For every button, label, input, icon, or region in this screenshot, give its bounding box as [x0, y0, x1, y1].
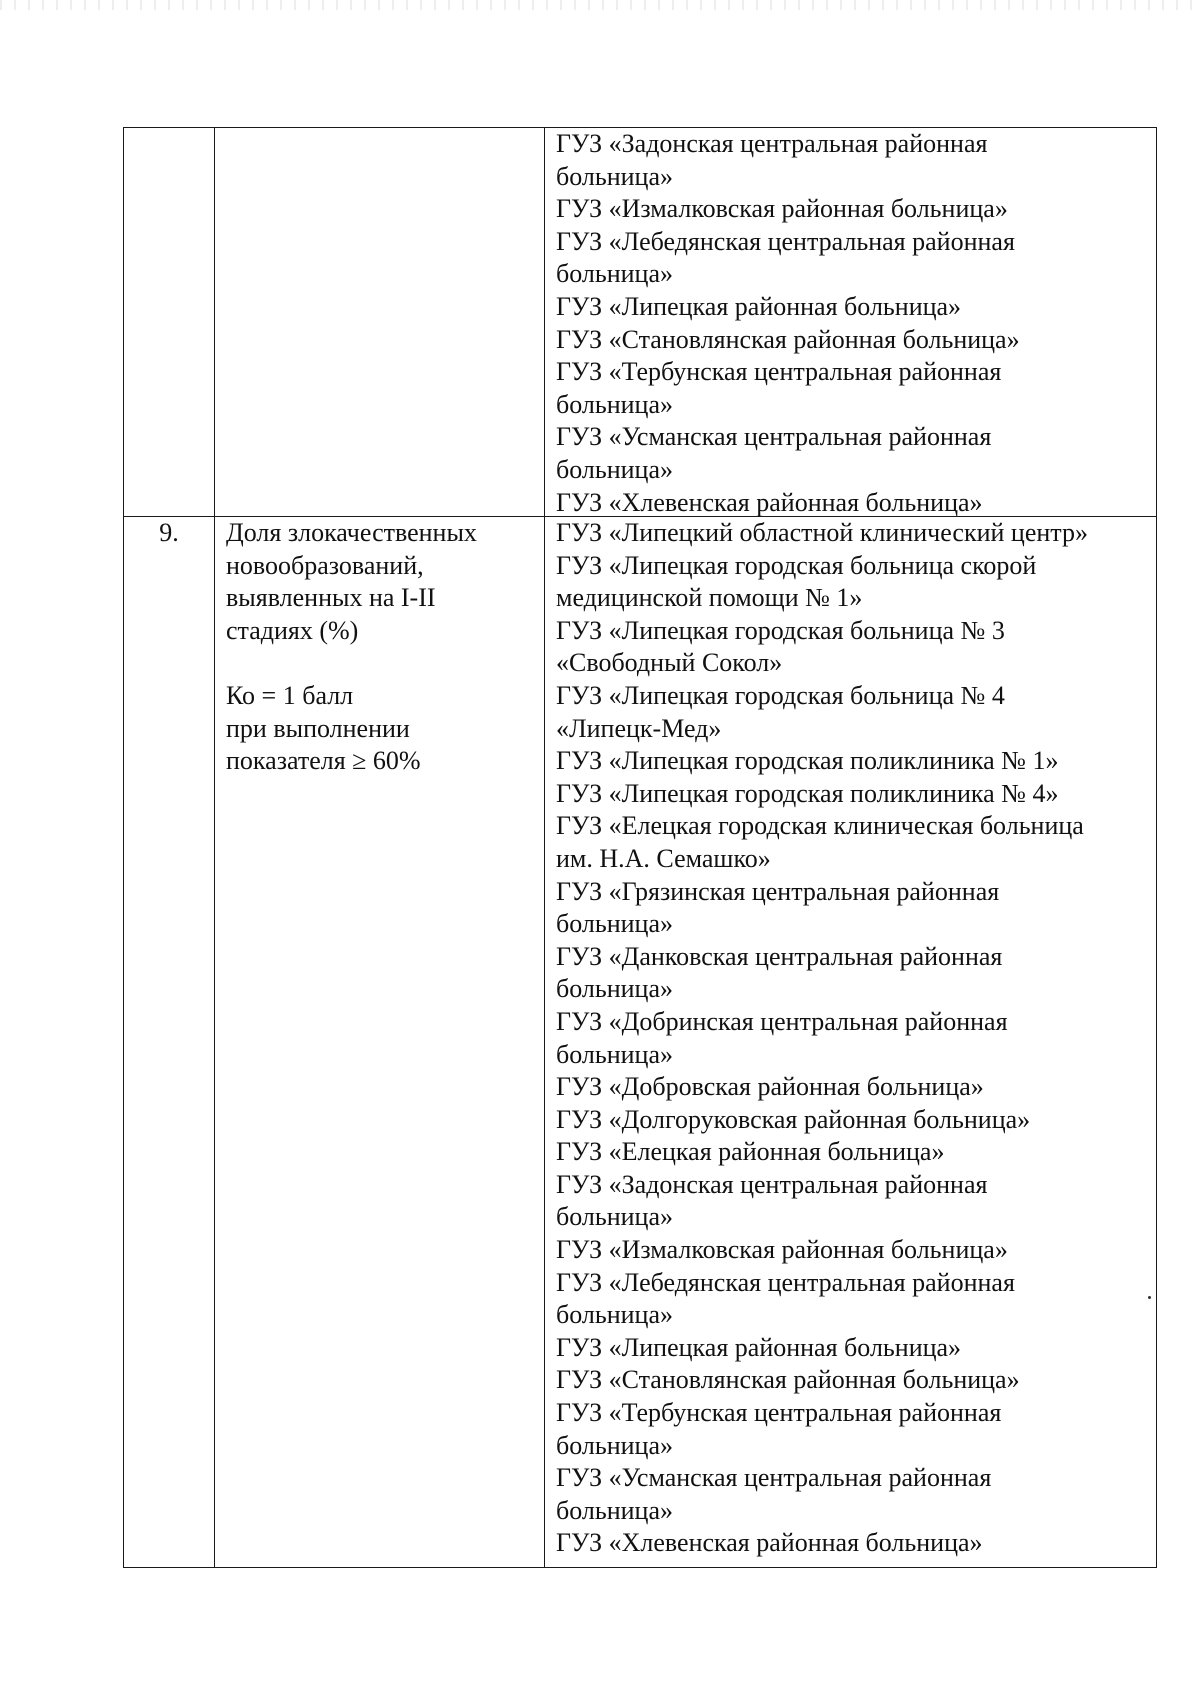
organization-line: ГУЗ «Липецкая городская больница скорой [556, 550, 1037, 580]
indicator-description [226, 517, 538, 778]
column-divider-1 [214, 128, 215, 516]
organization-line: ГУЗ «Липецкий областной клинический центр» [556, 518, 1088, 547]
organization-line: медицинской помощи № 1» [556, 583, 863, 613]
organization-line: «Липецк-Мед» [556, 713, 722, 743]
organization-line: больница» [556, 1202, 673, 1232]
column-divider-1 [214, 517, 215, 1567]
scan-speck [1148, 1296, 1151, 1299]
organization-line: больница» [556, 1300, 673, 1330]
organization-line: ГУЗ «Липецкая районная больница» [556, 291, 962, 321]
organization-line: больница» [556, 454, 673, 484]
organization-line: больница» [556, 1495, 673, 1525]
indicator-line: стадиях (%) [226, 615, 359, 645]
table-continuation-block [123, 127, 1157, 517]
column-divider-2 [544, 517, 545, 1567]
indicator-spacer [226, 647, 538, 680]
organization-line: ГУЗ «Липецкая городская больница № 3 [556, 615, 1005, 645]
organization-line: больница» [556, 1039, 673, 1069]
organization-line: ГУЗ «Лебедянская центральная районная [556, 1267, 1015, 1297]
organization-line: ГУЗ «Хлевенская районная больница» [556, 1528, 983, 1558]
organization-line: больница» [556, 389, 673, 419]
organization-line: ГУЗ «Измалковская районная больница» [556, 194, 1008, 224]
indicator-line: новообразований, [226, 550, 424, 580]
organization-line: ГУЗ «Грязинская центральная районная [556, 876, 1000, 906]
table-row-9 [123, 516, 1157, 1568]
organization-line: ГУЗ «Тербунская центральная районная [556, 357, 1002, 387]
organization-line: больница» [556, 1430, 673, 1460]
organization-line: «Свободный Сокол» [556, 648, 783, 678]
indicator-line: выявленных на I-II [226, 583, 436, 613]
organization-line: ГУЗ «Усманская центральная районная [556, 1463, 992, 1493]
column-divider-2 [544, 128, 545, 516]
threshold-line: показателя ≥ 60% [226, 746, 421, 776]
organization-line: ГУЗ «Тербунская центральная районная [556, 1398, 1002, 1428]
organization-line: больница» [556, 259, 673, 289]
organization-line: ГУЗ «Задонская центральная районная [556, 1169, 988, 1199]
organization-line: ГУЗ «Лебедянская центральная районная [556, 226, 1015, 256]
organization-list-continued [556, 128, 1150, 519]
organization-line: больница» [556, 161, 673, 191]
organization-line: ГУЗ «Елецкая городская клиническая больница [556, 811, 1084, 841]
organization-line: ГУЗ «Добринская центральная районная [556, 1006, 1008, 1036]
organization-list [556, 517, 1150, 1560]
organization-line: ГУЗ «Становлянская районная больница» [556, 324, 1020, 354]
organization-line: ГУЗ «Добровская районная больница» [556, 1072, 984, 1102]
organization-line: больница» [556, 909, 673, 939]
organization-line: ГУЗ «Липецкая городская больница № 4 [556, 680, 1005, 710]
organization-line: им. Н.А. Семашко» [556, 843, 771, 873]
organization-line: ГУЗ «Елецкая районная больница» [556, 1137, 945, 1167]
organization-line: ГУЗ «Липецкая городская поликлиника № 4» [556, 778, 1059, 808]
condition-line: при выполнении [226, 713, 410, 743]
organization-line: ГУЗ «Измалковская районная больница» [556, 1235, 1008, 1265]
organization-line: ГУЗ «Липецкая городская поликлиника № 1» [556, 746, 1059, 776]
scan-artifact-strip [0, 0, 1200, 10]
organization-line: ГУЗ «Хлевенская районная больница» [556, 487, 983, 517]
score-line: Ко = 1 балл [226, 680, 354, 710]
organization-line: ГУЗ «Данковская центральная районная [556, 941, 1003, 971]
organization-line: больница» [556, 974, 673, 1004]
organization-line: ГУЗ «Усманская центральная районная [556, 422, 992, 452]
organization-line: ГУЗ «Долгоруковская районная больница» [556, 1104, 1031, 1134]
organization-line: ГУЗ «Задонская центральная районная [556, 129, 988, 158]
organization-line: ГУЗ «Липецкая районная больница» [556, 1332, 962, 1362]
indicator-line: Доля злокачественных [226, 518, 477, 547]
organization-line: ГУЗ «Становлянская районная больница» [556, 1365, 1020, 1395]
row-number: 9. [159, 518, 179, 547]
